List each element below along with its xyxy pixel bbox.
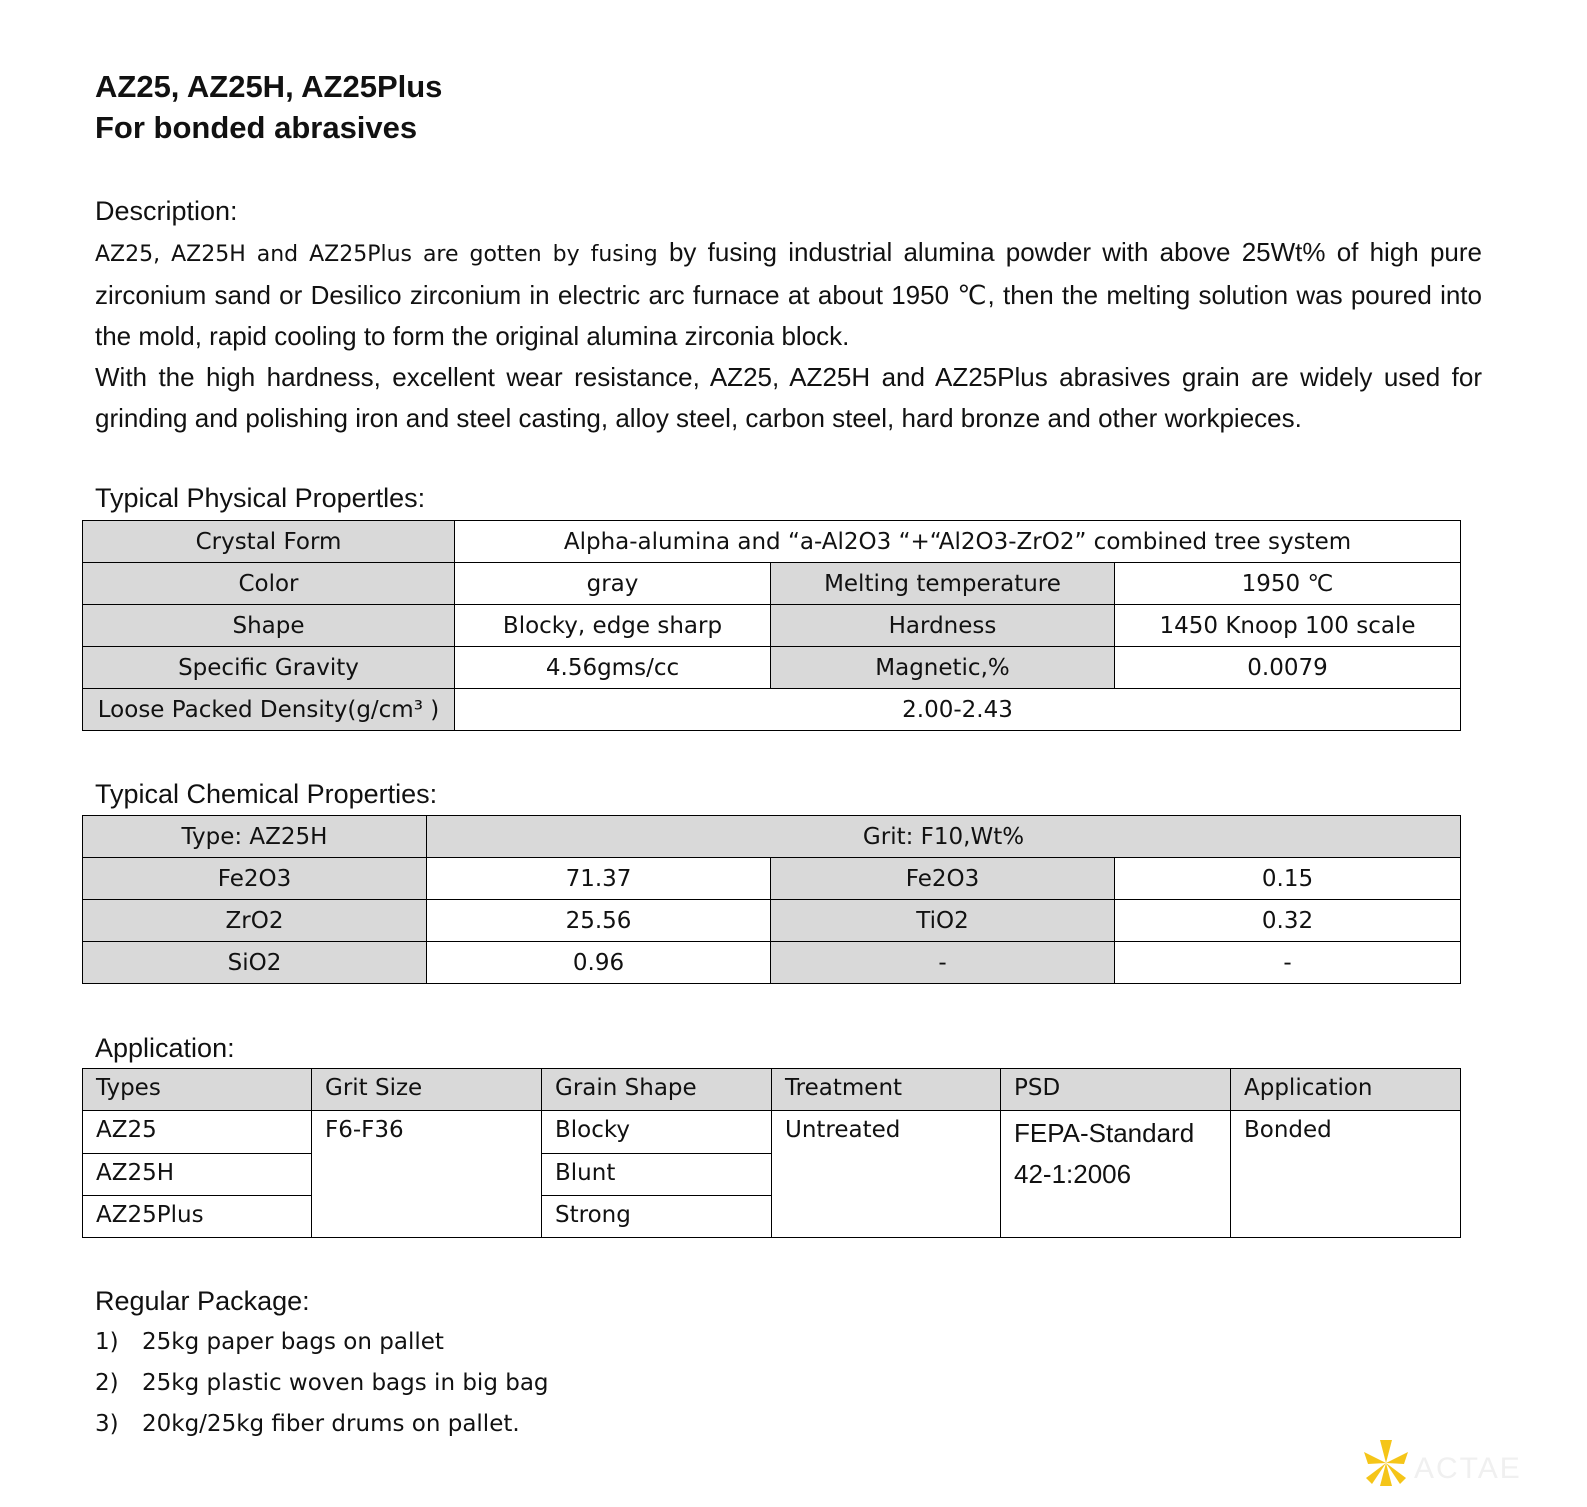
chem-cell: 0.15 [1115, 858, 1461, 900]
physical-heading: Typical Physical Propertles: [95, 483, 426, 513]
header-grit-size: Grit Size [312, 1069, 542, 1111]
list-item-text: 25kg paper bags on pallet [142, 1329, 444, 1355]
title-block [95, 66, 442, 148]
application-heading: Application: [95, 1033, 235, 1063]
description-lead: AZ25, AZ25H and AZ25Plus are gotten by fusing [95, 242, 658, 267]
header-grain-shape: Grain Shape [542, 1069, 772, 1111]
grit-size-cell: F6-F36 [312, 1111, 542, 1238]
package-list [95, 1322, 549, 1445]
description-paragraph-1 [95, 232, 1482, 357]
magnetic-label: Magnetic,% [771, 647, 1115, 689]
hardness-label: Hardness [771, 605, 1115, 647]
description-rest: by fusing industrial alumina powder with above 25Wt% of high pure zirconium sand or Desilico zirconium in electric arc furnace at about 1950 ℃, then the melting solution was poured into the mold, rapid cooling to form the original alumina zirconia block. [95, 237, 1482, 351]
table-row [83, 816, 1461, 858]
chem-cell: SiO2 [83, 942, 427, 984]
gravity-label: Specific Gravity [83, 647, 455, 689]
chem-cell: 25.56 [427, 900, 771, 942]
shape-value: Blocky, edge sharp [455, 605, 771, 647]
grain-shape-cell: Blunt [542, 1154, 772, 1196]
description-heading: Description: [95, 196, 238, 226]
gravity-value: 4.56gms/cc [455, 647, 771, 689]
chem-cell: TiO2 [771, 900, 1115, 942]
color-value: gray [455, 563, 771, 605]
table-row [83, 858, 1461, 900]
table-row [83, 942, 1461, 984]
chem-cell: - [771, 942, 1115, 984]
chem-cell: 0.96 [427, 942, 771, 984]
grain-shape-cell: Strong [542, 1196, 772, 1238]
application-cell: Bonded [1231, 1111, 1461, 1238]
table-row [83, 647, 1461, 689]
list-item-number: 2) [95, 1370, 119, 1396]
watermark-text: ACTAE [1414, 1452, 1522, 1485]
watermark-logo [1360, 1438, 1560, 1488]
chem-cell: 71.37 [427, 858, 771, 900]
melting-value: 1950 ℃ [1115, 563, 1461, 605]
chem-cell: Fe2O3 [83, 858, 427, 900]
header-psd: PSD [1001, 1069, 1231, 1111]
sun-logo-icon [1360, 1438, 1412, 1488]
list-item [95, 1322, 549, 1363]
header-application: Application [1231, 1069, 1461, 1111]
application-table [82, 1068, 1461, 1238]
chemical-heading: Typical Chemical Properties: [95, 779, 438, 809]
table-row [83, 563, 1461, 605]
list-item-text: 25kg plastic woven bags in big bag [142, 1370, 549, 1396]
description-paragraph-2: With the high hardness, excellent wear resistance, AZ25, AZ25H and AZ25Plus abrasives grain are widely used for grinding and polishing iron and steel casting, alloy steel, carbon steel, hard bronze and other workpieces. [95, 362, 1482, 433]
table-row [83, 605, 1461, 647]
density-label: Loose Packed Density(g/cm³ ) [83, 689, 455, 731]
magnetic-value: 0.0079 [1115, 647, 1461, 689]
grit-label: Grit: F10,Wt% [427, 816, 1461, 858]
physical-properties-table [82, 520, 1461, 731]
chem-cell: 0.32 [1115, 900, 1461, 942]
table-row [83, 521, 1461, 563]
hardness-value: 1450 Knoop 100 scale [1115, 605, 1461, 647]
list-item-number: 3) [95, 1411, 119, 1437]
type-cell: AZ25 [83, 1111, 312, 1154]
chem-cell: Fe2O3 [771, 858, 1115, 900]
description-text [95, 232, 1482, 439]
color-label: Color [83, 563, 455, 605]
grain-shape-cell: Blocky [542, 1111, 772, 1154]
type-cell: AZ25Plus [83, 1196, 312, 1238]
chem-cell: ZrO2 [83, 900, 427, 942]
crystal-form-label: Crystal Form [83, 521, 455, 563]
list-item [95, 1363, 549, 1404]
chemical-properties-table [82, 815, 1461, 984]
product-title: AZ25, AZ25H, AZ25Plus [95, 69, 443, 104]
package-heading: Regular Package: [95, 1286, 310, 1316]
density-value: 2.00-2.43 [455, 689, 1461, 731]
table-row [83, 689, 1461, 731]
psd-cell [1001, 1111, 1231, 1238]
psd-line-2: 42-1:2006 [1014, 1159, 1132, 1189]
table-row [83, 1111, 1461, 1154]
list-item [95, 1404, 549, 1445]
header-treatment: Treatment [772, 1069, 1001, 1111]
list-item-text: 20kg/25kg fiber drums on pallet. [142, 1411, 520, 1437]
treatment-cell: Untreated [772, 1111, 1001, 1238]
chem-cell: - [1115, 942, 1461, 984]
shape-label: Shape [83, 605, 455, 647]
melting-label: Melting temperature [771, 563, 1115, 605]
table-row [83, 900, 1461, 942]
type-cell: AZ25H [83, 1154, 312, 1196]
table-row [83, 1069, 1461, 1111]
product-subtitle: For bonded abrasives [95, 110, 418, 145]
header-types: Types [83, 1069, 312, 1111]
list-item-number: 1) [95, 1329, 119, 1355]
type-label: Type: AZ25H [83, 816, 427, 858]
crystal-form-value: Alpha-alumina and “a-Al2O3 “+“Al2O3-ZrO2” combined tree system [455, 521, 1461, 563]
psd-line-1: FEPA-Standard [1014, 1118, 1195, 1148]
